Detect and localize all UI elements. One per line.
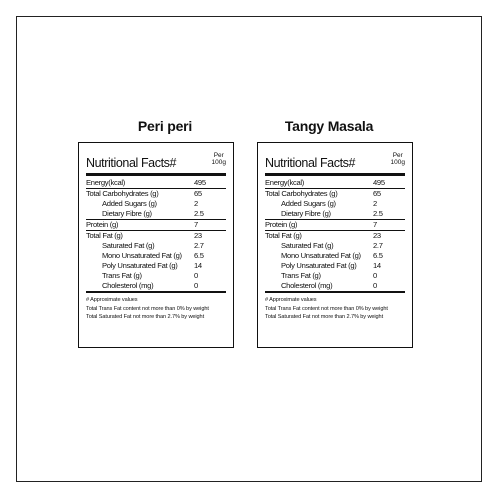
nutrient-value: 0 bbox=[373, 281, 377, 290]
serving-basis bbox=[212, 152, 226, 166]
nutrient-row-mono-unsaturated-fat bbox=[265, 251, 405, 261]
nutrient-value: 2.7 bbox=[373, 241, 383, 250]
nutrient-label: Cholesterol (mg) bbox=[281, 281, 333, 290]
nutrient-row-added-sugars bbox=[86, 199, 226, 209]
nutrient-label: Added Sugars (g) bbox=[281, 199, 336, 208]
serving-amount: 100g bbox=[390, 159, 405, 166]
nutrient-label: Poly Unsaturated Fat (g) bbox=[102, 261, 178, 270]
nutrient-row-total-fat bbox=[86, 231, 226, 241]
nutrition-panel-peri-peri bbox=[78, 142, 234, 348]
nutrient-value: 2 bbox=[194, 199, 198, 208]
nutrient-label: Total Carbohydrates (g) bbox=[265, 189, 338, 198]
footnote: Total Trans Fat content not more than 0% by weight bbox=[86, 305, 209, 312]
nutrient-value: 65 bbox=[373, 189, 381, 198]
nutrient-value: 7 bbox=[373, 220, 377, 229]
nutrient-value: 6.5 bbox=[373, 251, 383, 260]
nutrient-value: 2.7 bbox=[194, 241, 204, 250]
nutrient-value: 0 bbox=[373, 271, 377, 280]
panel-header bbox=[265, 147, 405, 176]
panel-footnotes bbox=[86, 296, 226, 322]
nutrient-row-saturated-fat bbox=[86, 241, 226, 251]
nutrient-row-cholesterol bbox=[265, 281, 405, 293]
nutrient-row-dietary-fibre bbox=[86, 209, 226, 220]
nutrient-row-dietary-fibre bbox=[265, 209, 405, 220]
flavor-title-tangy-masala: Tangy Masala bbox=[284, 118, 374, 134]
nutrient-label: Total Fat (g) bbox=[265, 231, 302, 240]
footnote: # Approximate values bbox=[265, 297, 317, 303]
nutrient-label: Poly Unsaturated Fat (g) bbox=[281, 261, 357, 270]
nutrient-value: 2.5 bbox=[194, 209, 204, 218]
nutrient-label: Mono Unsaturated Fat (g) bbox=[102, 251, 182, 260]
panel-footnotes bbox=[265, 296, 405, 322]
nutrient-row-energy bbox=[86, 178, 226, 189]
serving-amount: 100g bbox=[211, 159, 226, 166]
nutrient-row-total-fat bbox=[265, 231, 405, 241]
flavor-title-peri-peri: Peri peri bbox=[137, 118, 193, 134]
nutrient-label: Dietary Fibre (g) bbox=[102, 209, 152, 218]
footnote: # Approximate values bbox=[86, 297, 138, 303]
nutrient-label: Added Sugars (g) bbox=[102, 199, 157, 208]
nutrient-label: Dietary Fibre (g) bbox=[281, 209, 331, 218]
nutrient-row-carbohydrates bbox=[265, 189, 405, 199]
nutrient-label: Trans Fat (g) bbox=[102, 271, 142, 280]
nutrient-row-protein bbox=[86, 220, 226, 231]
nutrient-row-energy bbox=[265, 178, 405, 189]
nutrient-label: Energy(kcal) bbox=[86, 178, 126, 187]
nutrient-value: 6.5 bbox=[194, 251, 204, 260]
nutrient-label: Energy(kcal) bbox=[265, 178, 305, 187]
nutrient-label: Protein (g) bbox=[265, 220, 298, 229]
nutrient-label: Cholesterol (mg) bbox=[102, 281, 154, 290]
nutrient-value: 23 bbox=[194, 231, 202, 240]
nutrient-row-added-sugars bbox=[265, 199, 405, 209]
footnote: Total Saturated Fat not more than 2.7% by weight bbox=[265, 314, 384, 321]
nutrient-row-cholesterol bbox=[86, 281, 226, 293]
nutrient-value: 7 bbox=[194, 220, 198, 229]
serving-basis bbox=[391, 152, 405, 166]
nutrient-row-saturated-fat bbox=[265, 241, 405, 251]
serving-per: Per bbox=[392, 152, 403, 159]
panel-title: Nutritional Facts# bbox=[265, 156, 356, 170]
nutrient-value: 2 bbox=[373, 199, 377, 208]
nutrient-row-mono-unsaturated-fat bbox=[86, 251, 226, 261]
nutrient-row-trans-fat bbox=[265, 271, 405, 281]
nutrient-value: 65 bbox=[194, 189, 202, 198]
serving-per: Per bbox=[213, 152, 224, 159]
nutrient-label: Total Carbohydrates (g) bbox=[86, 189, 159, 198]
nutrient-label: Saturated Fat (g) bbox=[281, 241, 334, 250]
nutrient-value: 2.5 bbox=[373, 209, 383, 218]
footnote: Total Saturated Fat not more than 2.7% by weight bbox=[86, 314, 205, 321]
nutrient-row-carbohydrates bbox=[86, 189, 226, 199]
nutrient-value: 495 bbox=[194, 178, 206, 187]
nutrient-label: Protein (g) bbox=[86, 220, 119, 229]
nutrient-label: Mono Unsaturated Fat (g) bbox=[281, 251, 361, 260]
nutrient-value: 14 bbox=[194, 261, 202, 270]
nutrient-value: 23 bbox=[373, 231, 381, 240]
nutrient-row-trans-fat bbox=[86, 271, 226, 281]
nutrient-value: 14 bbox=[373, 261, 381, 270]
nutrient-row-poly-unsaturated-fat bbox=[86, 261, 226, 271]
panel-header bbox=[86, 147, 226, 176]
nutrient-label: Trans Fat (g) bbox=[281, 271, 321, 280]
nutrient-value: 0 bbox=[194, 281, 198, 290]
nutrient-row-protein bbox=[265, 220, 405, 231]
nutrient-label: Saturated Fat (g) bbox=[102, 241, 155, 250]
nutrient-value: 0 bbox=[194, 271, 198, 280]
nutrient-value: 495 bbox=[373, 178, 385, 187]
panel-title: Nutritional Facts# bbox=[86, 156, 177, 170]
nutrient-label: Total Fat (g) bbox=[86, 231, 123, 240]
nutrient-row-poly-unsaturated-fat bbox=[265, 261, 405, 271]
footnote: Total Trans Fat content not more than 0% by weight bbox=[265, 305, 388, 312]
nutrition-panel-tangy-masala bbox=[257, 142, 413, 348]
